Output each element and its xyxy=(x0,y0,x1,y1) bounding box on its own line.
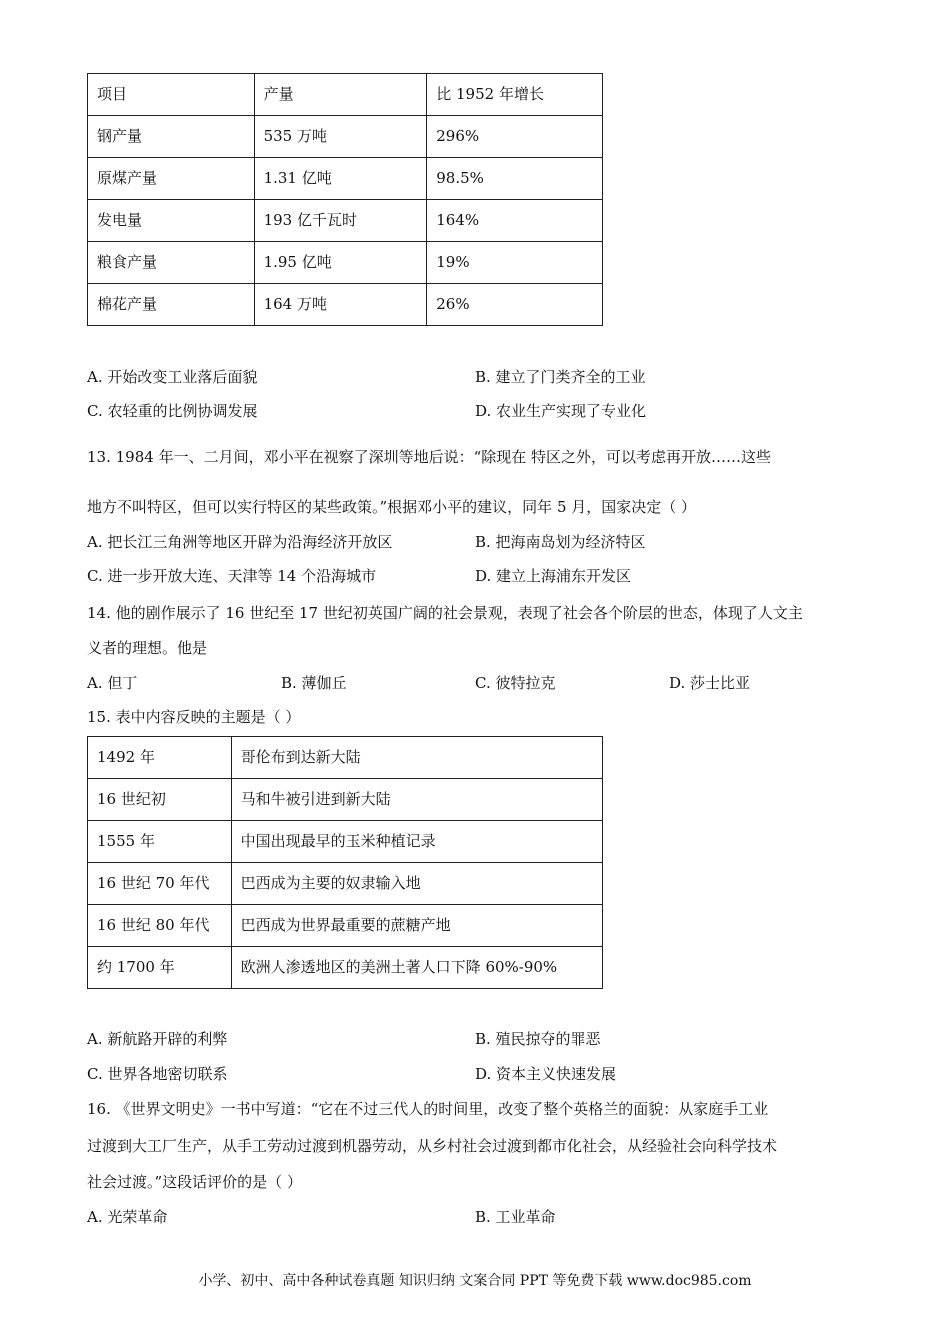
table-cell: 原煤产量 xyxy=(88,158,255,200)
table-cell: 16 世纪 70 年代 xyxy=(88,863,232,905)
table-row xyxy=(88,905,603,947)
question-13-stem-line-2: 地方不叫特区，但可以实行特区的某些政策。”根据邓小平的建议，同年 5 月，国家决定（ ） xyxy=(87,498,697,516)
table-cell: 19% xyxy=(427,242,603,284)
option-a: A. 把长江三角洲等地区开辟为沿海经济开放区 xyxy=(87,533,393,551)
option-c: C. 彼特拉克 xyxy=(475,674,556,692)
option-c: C. 农轻重的比例协调发展 xyxy=(87,402,258,420)
table-cell: 535 万吨 xyxy=(254,116,427,158)
table-cell: 哥伦布到达新大陆 xyxy=(231,737,602,779)
table-cell: 约 1700 年 xyxy=(88,947,232,989)
option-d: D. 资本主义快速发展 xyxy=(475,1065,617,1083)
output-table xyxy=(87,73,603,326)
table-cell: 中国出现最早的玉米种植记录 xyxy=(231,821,602,863)
option-d: D. 莎士比亚 xyxy=(669,674,751,692)
table-cell: 巴西成为主要的奴隶输入地 xyxy=(231,863,602,905)
table-header-cell: 比 1952 年增长 xyxy=(427,74,603,116)
question-16-stem-line-1: 16. 《世界文明史》一书中写道：“它在不过三代人的时间里，改变了整个英格兰的面貌：从家庭手工业 xyxy=(87,1100,769,1118)
timeline-table xyxy=(87,736,603,989)
table-row xyxy=(88,947,603,989)
table-cell: 发电量 xyxy=(88,200,255,242)
option-c: C. 世界各地密切联系 xyxy=(87,1065,228,1083)
table-row xyxy=(88,116,603,158)
option-a: A. 光荣革命 xyxy=(87,1208,168,1226)
option-b: B. 薄伽丘 xyxy=(281,674,347,692)
option-a: A. 开始改变工业落后面貌 xyxy=(87,368,258,386)
table-cell: 26% xyxy=(427,284,603,326)
option-c: C. 进一步开放大连、天津等 14 个沿海城市 xyxy=(87,567,377,585)
table-cell: 16 世纪 80 年代 xyxy=(88,905,232,947)
table-cell: 296% xyxy=(427,116,603,158)
table-cell: 193 亿千瓦时 xyxy=(254,200,427,242)
table-row xyxy=(88,779,603,821)
question-13-stem-line-1: 13. 1984 年一、二月间，邓小平在视察了深圳等地后说：“除现在 特区之外，可以考虑再开放……这些 xyxy=(87,448,772,466)
question-16-stem-line-2: 过渡到大工厂生产，从手工劳动过渡到机器劳动，从乡村社会过渡到都市化社会，从经验社会向科学技术 xyxy=(87,1137,778,1155)
table-cell: 粮食产量 xyxy=(88,242,255,284)
option-a: A. 新航路开辟的利弊 xyxy=(87,1030,228,1048)
table-cell: 欧洲人渗透地区的美洲土著人口下降 60%-90% xyxy=(231,947,602,989)
table-row xyxy=(88,863,603,905)
question-14-stem-line-2: 义者的理想。他是 xyxy=(87,639,208,657)
table-cell: 1.95 亿吨 xyxy=(254,242,427,284)
table-row xyxy=(88,737,603,779)
option-d: D. 农业生产实现了专业化 xyxy=(475,402,647,420)
option-d: D. 建立上海浦东开发区 xyxy=(475,567,632,585)
question-14-stem-line-1: 14. 他的剧作展示了 16 世纪至 17 世纪初英国广阔的社会景观，表现了社会各个阶层的世态，体现了人文主 xyxy=(87,604,803,622)
option-b: B. 殖民掠夺的罪恶 xyxy=(475,1030,601,1048)
table-cell: 16 世纪初 xyxy=(88,779,232,821)
table-cell: 棉花产量 xyxy=(88,284,255,326)
table-row xyxy=(88,284,603,326)
table-cell: 98.5% xyxy=(427,158,603,200)
table-cell: 164% xyxy=(427,200,603,242)
table-cell: 1.31 亿吨 xyxy=(254,158,427,200)
table-row xyxy=(88,242,603,284)
table-row xyxy=(88,200,603,242)
table-cell: 1555 年 xyxy=(88,821,232,863)
option-b: B. 建立了门类齐全的工业 xyxy=(475,368,646,386)
table-cell: 马和牛被引进到新大陆 xyxy=(231,779,602,821)
table-row xyxy=(88,821,603,863)
option-b: B. 工业革命 xyxy=(475,1208,556,1226)
option-b: B. 把海南岛划为经济特区 xyxy=(475,533,646,551)
table-cell: 1492 年 xyxy=(88,737,232,779)
table-header-cell: 产量 xyxy=(254,74,427,116)
question-15-stem: 15. 表中内容反映的主题是（ ） xyxy=(87,708,301,726)
table-cell: 164 万吨 xyxy=(254,284,427,326)
table-row xyxy=(88,158,603,200)
question-16-stem-line-3: 社会过渡。”这段话评价的是（ ） xyxy=(87,1173,302,1191)
table-cell: 钢产量 xyxy=(88,116,255,158)
table-cell: 巴西成为世界最重要的蔗糖产地 xyxy=(231,905,602,947)
table-header-cell: 项目 xyxy=(88,74,255,116)
page-footer: 小学、初中、高中各种试卷真题 知识归纳 文案合同 PPT 等免费下载 www.doc985.com xyxy=(198,1273,752,1289)
option-a: A. 但丁 xyxy=(87,674,138,692)
table-header-row xyxy=(88,74,603,116)
